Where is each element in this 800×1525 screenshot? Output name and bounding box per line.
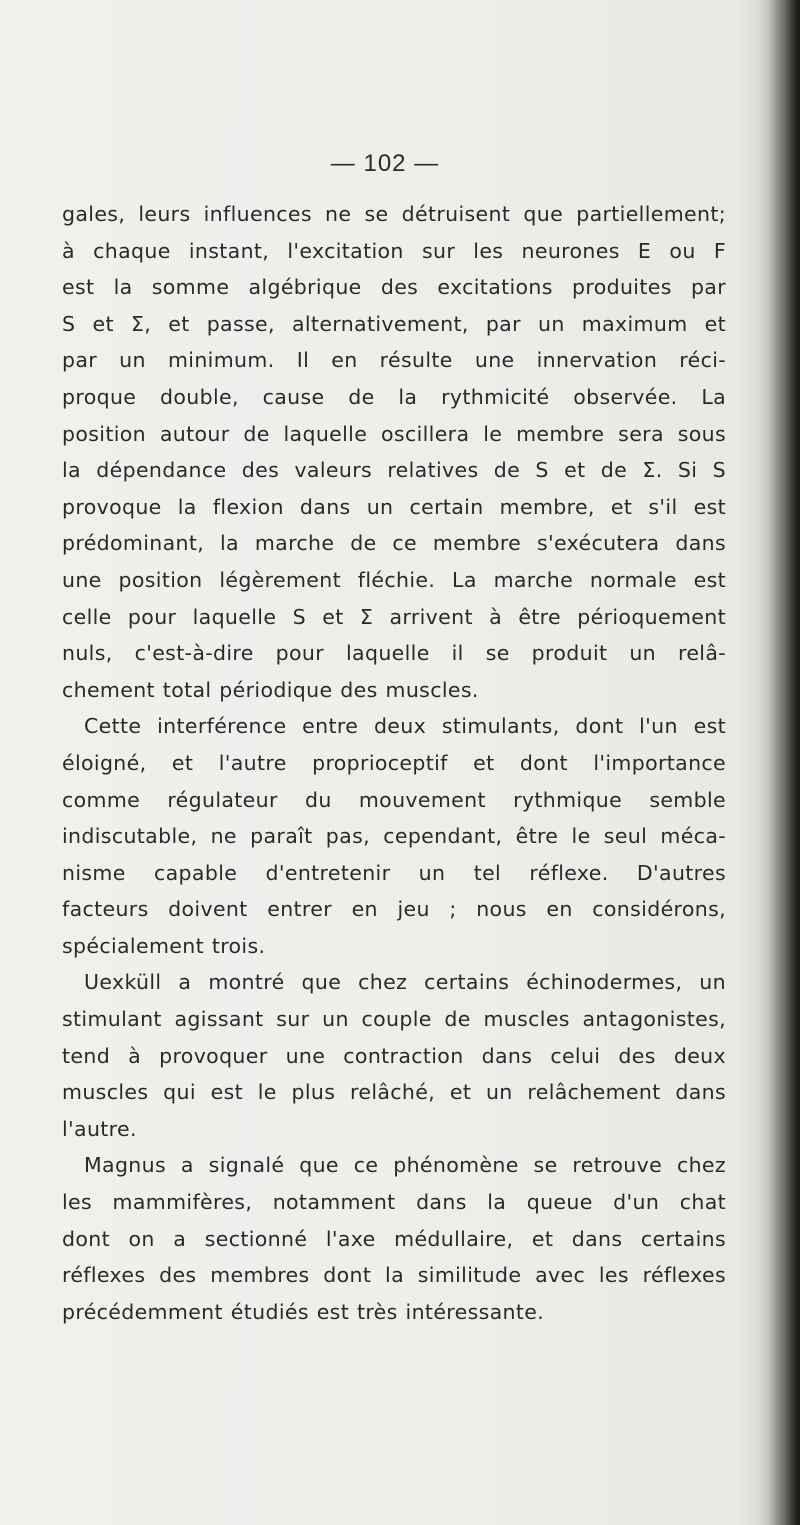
text-line: éloigné, et l'autre proprioceptif et dont l'importance <box>62 750 726 775</box>
text-line: position autour de laquelle oscillera le membre sera sous <box>62 421 726 446</box>
body-text <box>62 196 726 1330</box>
text-line: proque double, cause de la rythmicité observée. La <box>62 384 726 409</box>
text-line: nuls, c'est-à-dire pour laquelle il se produit un relâ- <box>62 641 726 666</box>
text-line: comme régulateur du mouvement rythmique semble <box>62 787 726 812</box>
text-line: stimulant agissant sur un couple de muscles antagonistes, <box>62 1007 726 1032</box>
text-line: la dépendance des valeurs relatives de S et de Σ. Si S <box>62 458 726 483</box>
text-line: Cette interférence entre deux stimulants, dont l'un est <box>84 714 726 739</box>
text-line: nisme capable d'entretenir un tel réflexe. D'autres <box>62 860 726 885</box>
text-line: dont on a sectionné l'axe médullaire, et dans certains <box>62 1226 726 1251</box>
page-edge-shadow <box>758 0 800 1525</box>
text-line: gales, leurs influences ne se détruisent que partiellement; <box>62 202 726 226</box>
text-line: provoque la flexion dans un certain membre, et s'il est <box>62 494 726 519</box>
text-line: facteurs doivent entrer en jeu ; nous en considérons, <box>62 897 726 922</box>
text-line: par un minimum. Il en résulte une innervation réci- <box>62 348 726 373</box>
text-line: spécialement trois. <box>62 933 266 958</box>
text-line: Magnus a signalé que ce phénomène se retrouve chez <box>84 1153 726 1178</box>
page-number: — 102 — <box>330 150 440 177</box>
text-line: précédemment étudiés est très intéressante. <box>62 1299 545 1324</box>
text-line: chement total périodique des muscles. <box>62 677 479 702</box>
text-line: les mammifères, notamment dans la queue d'un chat <box>62 1190 726 1215</box>
text-line: prédominant, la marche de ce membre s'exécutera dans <box>62 531 726 556</box>
text-line: celle pour laquelle S et Σ arrivent à être périoquement <box>62 604 726 629</box>
text-line: une position légèrement fléchie. La marche normale est <box>62 567 726 592</box>
text-line: indiscutable, ne paraît pas, cependant, être le seul méca- <box>62 824 726 849</box>
text-line: à chaque instant, l'excitation sur les neurones E ou F <box>62 238 726 263</box>
text-line: tend à provoquer une contraction dans celui des deux <box>62 1043 726 1068</box>
text-line: Uexküll a montré que chez certains échinodermes, un <box>84 970 726 995</box>
text-line: S et Σ, et passe, alternativement, par un maximum et <box>62 311 726 336</box>
text-line: est la somme algébrique des excitations produites par <box>62 275 726 300</box>
text-line: l'autre. <box>62 1116 137 1141</box>
text-line: muscles qui est le plus relâché, et un relâchement dans <box>62 1080 726 1105</box>
text-line: réflexes des membres dont la similitude avec les réflexes <box>62 1263 726 1288</box>
